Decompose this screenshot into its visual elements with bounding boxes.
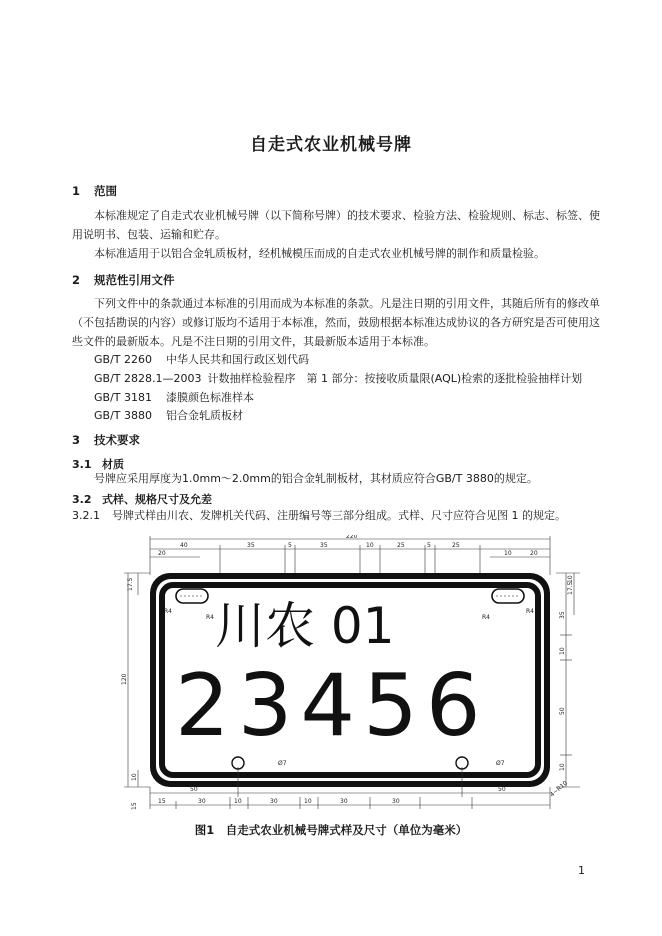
mounting-slot-right bbox=[492, 589, 524, 603]
dim-label: 25 bbox=[452, 542, 460, 549]
reference-item bbox=[94, 389, 254, 405]
top-dimension-lines bbox=[150, 536, 550, 575]
dim-label: 120 bbox=[121, 673, 128, 685]
dim-label: 35 bbox=[247, 542, 255, 549]
section-title: 范围 bbox=[94, 184, 117, 198]
reference-code: GB/T 2828.1—2003 bbox=[94, 372, 202, 385]
dim-label: 35 bbox=[320, 542, 328, 549]
section-number: 2 bbox=[72, 273, 81, 287]
dim-label: 10 bbox=[304, 798, 312, 805]
section-title: 规范性引用文件 bbox=[94, 273, 175, 287]
dim-label: 15 bbox=[158, 798, 166, 805]
figure-caption: 图1 自走式农业机械号牌式样及尺寸（单位为毫米） bbox=[194, 823, 468, 837]
section-number: 3 bbox=[72, 433, 81, 447]
subsection-3-2-1-para bbox=[72, 506, 612, 525]
document-title: 自走式农业机械号牌 bbox=[250, 135, 412, 155]
dim-label: 10 bbox=[559, 647, 566, 655]
section-1-para-1: 本标准规定了自走式农业机械号牌（以下简称号牌）的技术要求、检验方法、检验规则、标志、标签、使用说明书、包装、运输和贮存。 bbox=[72, 209, 600, 241]
dim-label: 50 bbox=[559, 707, 566, 715]
dim-label: 30 bbox=[392, 798, 400, 805]
dim-label: 50 bbox=[190, 786, 198, 793]
reference-item bbox=[94, 370, 582, 386]
subsection-text: 号牌式样由川农、发牌机关代码、注册编号等三部分组成。式样、尺寸应符合见图 1 的规定。 bbox=[112, 509, 566, 522]
reference-name: 铝合金轧质板材 bbox=[166, 409, 243, 422]
dim-label: 35 bbox=[559, 611, 566, 619]
dim-label: R4 bbox=[526, 608, 534, 615]
dim-label: 5 bbox=[427, 542, 431, 549]
subsection-number: 3.1 bbox=[72, 458, 92, 471]
section-2-para-1: 下列文件中的条款通过本标准的引用而成为本标准的条款。凡是注日期的引用文件，其随后所有的修改单（不包括勘误的内容）或修订版均不适用于本标准，然而，鼓励根据本标准达成协议的各方研究是否可使用这些文件的最新版本。凡是不注日期的引用文件，其最新版本适用于本标准。 bbox=[72, 297, 600, 348]
dim-label: 30 bbox=[340, 798, 348, 805]
dim-label: 25 bbox=[397, 542, 405, 549]
reference-name: 漆膜颜色标准样本 bbox=[166, 391, 254, 404]
dim-label: 10 bbox=[567, 575, 574, 583]
dim-label: 10 bbox=[504, 550, 512, 557]
dim-label: Ø7 bbox=[496, 760, 505, 767]
dim-label: 50 bbox=[498, 786, 506, 793]
license-plate-figure bbox=[120, 535, 590, 817]
subsection-title: 材质 bbox=[102, 458, 124, 471]
page-number: 1 bbox=[578, 864, 585, 877]
dim-label: 10 bbox=[131, 773, 138, 781]
subsection-title: 式样、规格尺寸及允差 bbox=[102, 493, 212, 506]
dim-label: R4 bbox=[164, 608, 172, 615]
reference-name: 中华人民共和国行政区划代码 bbox=[166, 353, 309, 366]
reference-code: GB/T 3181 bbox=[94, 391, 152, 404]
dim-label: 40 bbox=[180, 542, 188, 549]
dim-label: 30 bbox=[270, 798, 278, 805]
section-title: 技术要求 bbox=[94, 433, 140, 447]
section-number: 1 bbox=[72, 184, 81, 198]
section-1-heading bbox=[72, 183, 117, 199]
subsection-3-1-para: 号牌应采用厚度为1.0mm～2.0mm的铝合金轧制板材，其材质应符合GB/T 3880的规定。 bbox=[94, 472, 538, 485]
reference-code: GB/T 3880 bbox=[94, 409, 152, 422]
dim-label: 15 bbox=[131, 802, 138, 810]
dim-label: 17.5 bbox=[127, 577, 134, 591]
subsection-number: 3.2.1 bbox=[72, 509, 100, 522]
plate-line-2: 23456 bbox=[175, 656, 489, 756]
dim-label: 10 bbox=[366, 542, 374, 549]
section-2-heading bbox=[72, 272, 175, 288]
subsection-number: 3.2 bbox=[72, 493, 92, 506]
dim-label: 20 bbox=[530, 550, 538, 557]
dim-label: 10 bbox=[234, 798, 242, 805]
dim-label: 30 bbox=[198, 798, 206, 805]
reference-name: 计数抽样检验程序 第 1 部分：按接收质量限(AQL)检索的逐批检验抽样计划 bbox=[207, 372, 583, 385]
mounting-slot-left bbox=[176, 589, 208, 603]
dim-label: 4~R10 bbox=[548, 779, 570, 799]
dim-label: R4 bbox=[482, 614, 490, 621]
reference-item bbox=[94, 407, 243, 423]
dim-label: R4 bbox=[206, 614, 214, 621]
dim-label: 10 bbox=[559, 763, 566, 771]
subsection-3-2-heading bbox=[72, 491, 212, 507]
right-dimension-lines bbox=[556, 573, 580, 787]
section-3-heading bbox=[72, 432, 140, 448]
dim-label: 220 bbox=[346, 535, 358, 540]
dim-label: 17.5 bbox=[567, 581, 574, 595]
section-1-para-2: 本标准适用于以铝合金轧质板材，经机械模压而成的自走式农业机械号牌的制作和质量检验。 bbox=[94, 247, 545, 260]
reference-code: GB/T 2260 bbox=[94, 353, 152, 366]
dim-label: 20 bbox=[158, 550, 166, 557]
reference-item bbox=[94, 351, 309, 367]
dim-label: Ø7 bbox=[278, 760, 287, 767]
dim-label: 5 bbox=[288, 542, 292, 549]
plate-line-1: 川农 01 bbox=[215, 597, 395, 655]
